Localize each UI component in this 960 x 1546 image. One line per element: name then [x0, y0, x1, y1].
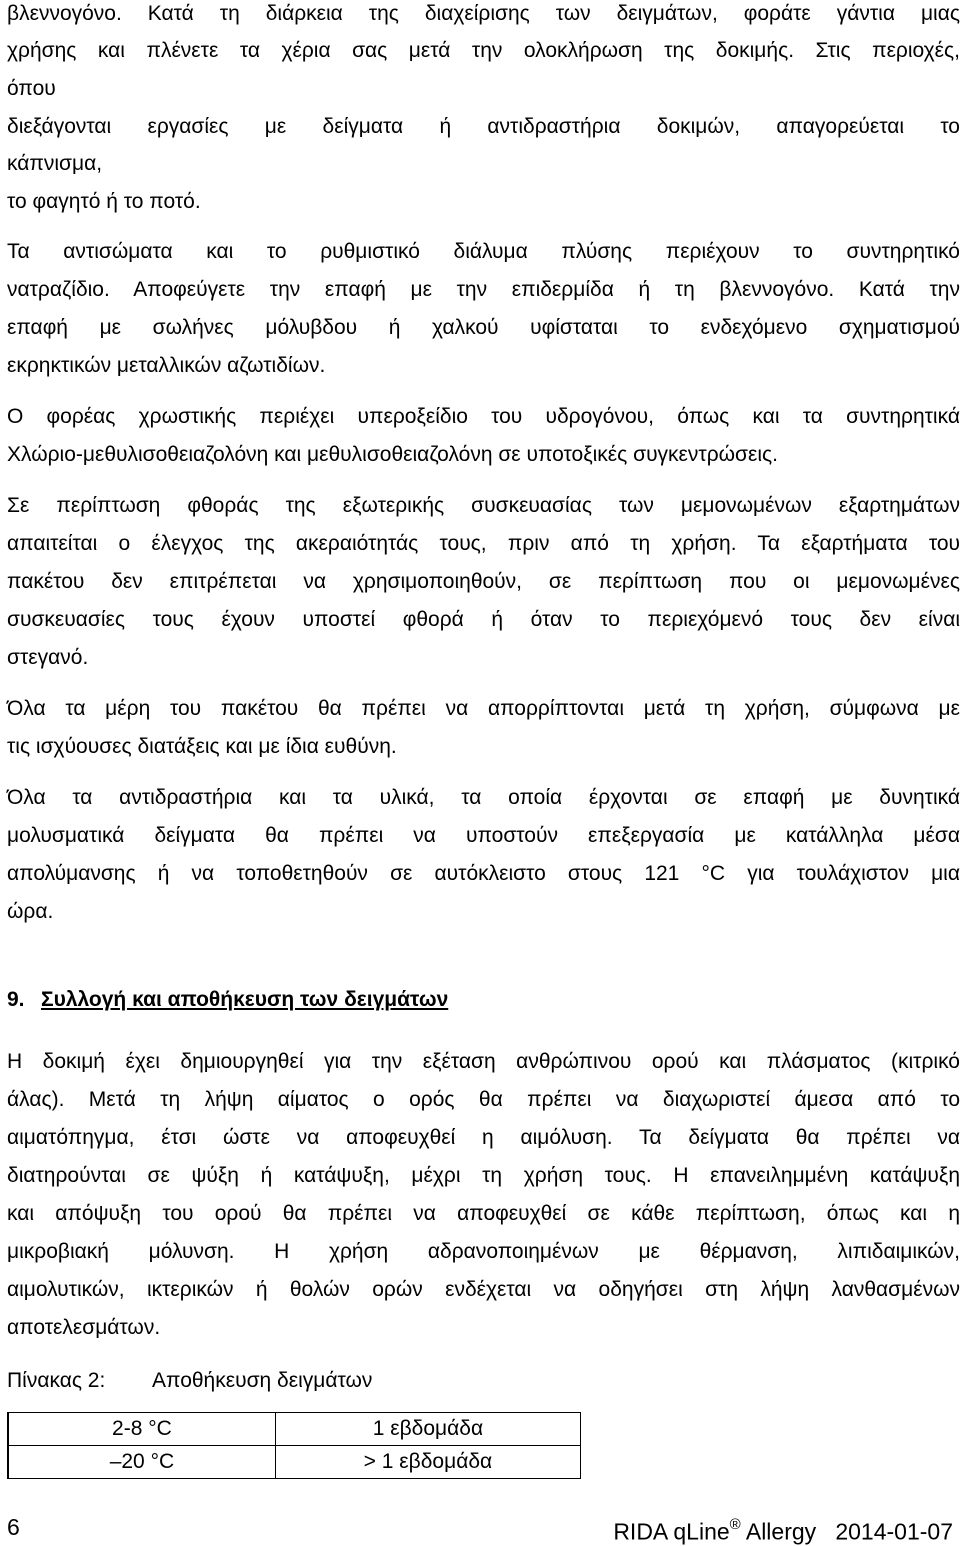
section-number: 9.	[7, 988, 25, 1011]
text-line: Ο φορέας χρωστικής περιέχει υπεροξείδιο του υδρογόνου, όπως και τα συντηρητικά	[7, 405, 960, 428]
text-line: απαιτείται ο έλεγχος της ακεραιότητάς τους, πριν από τη χρήση. Τα εξαρτήματα του	[7, 532, 960, 555]
text-line: Χλώριο-μεθυλισοθειαζολόνη και μεθυλισοθειαζολόνη σε υποτοξικές συγκεντρώσεις.	[7, 443, 778, 466]
table-row	[8, 1413, 581, 1446]
section-title: Συλλογή και αποθήκευση των δειγμάτων	[41, 988, 449, 1011]
text-line: μικροβιακή μόλυνση. Η χρήση αδρανοποιημένων με θέρμανση, λιπιδαιμικών,	[7, 1240, 960, 1263]
table-cell-temperature: 2-8 °C	[9, 1413, 276, 1446]
text-line: Τα αντισώματα και το ρυθμιστικό διάλυμα πλύσης περιέχουν το συντηρητικό	[7, 240, 960, 263]
text-line: Όλα τα μέρη του πακέτου θα πρέπει να απορρίπτονται μετά τη χρήση, σύμφωνα με	[7, 697, 960, 720]
table-caption-label: Πίνακας 2:	[7, 1369, 106, 1392]
text-line: Η δοκιμή έχει δημιουργηθεί για την εξέταση ανθρώπινου ορού και πλάσματος (κιτρικό	[7, 1050, 960, 1073]
table-cell-duration: 1 εβδομάδα	[275, 1413, 580, 1446]
table-caption	[7, 1367, 372, 1395]
text-line: αποτελεσμάτων.	[7, 1316, 161, 1339]
table-cell-temperature: –20 °C	[9, 1446, 276, 1479]
registered-mark: ®	[729, 1516, 741, 1533]
text-line: αιματόπηγμα, έτσι ώστε να αποφευχθεί η αιμόλυση. Τα δείγματα θα πρέπει να	[7, 1126, 960, 1149]
text-line: και απόψυξη του ορού θα πρέπει να αποφευχθεί σε κάθε περίπτωση, όπως και η	[7, 1202, 960, 1225]
text-line: το φαγητό ή το ποτό.	[7, 190, 201, 213]
table-cell-duration: > 1 εβδομάδα	[275, 1446, 580, 1479]
text-line: μολυσματικά δείγματα θα πρέπει να υποστούν επεξεργασία με κατάλληλα μέσα	[7, 824, 960, 847]
section-heading	[7, 986, 448, 1014]
product-suffix: Allergy	[745, 1518, 817, 1545]
storage-table	[7, 1412, 581, 1479]
table-caption-title: Αποθήκευση δειγμάτων	[152, 1369, 373, 1392]
text-line: διεξάγονται εργασίες με δείγματα ή αντιδραστήρια δοκιμών, απαγορεύεται το	[7, 115, 960, 138]
text-line: τις ισχύουσες διατάξεις και με ίδια ευθύνη.	[7, 735, 397, 758]
product-name: RIDA qLine	[613, 1518, 730, 1545]
text-line: όπου	[7, 77, 56, 100]
document-date: 2014-01-07	[835, 1518, 953, 1545]
text-line: απολύμανσης ή να τοποθετηθούν σε αυτόκλειστο στους 121 °C για τουλάχιστον μια	[7, 862, 960, 885]
text-line: άλας). Μετά τη λήψη αίματος ο ορός θα πρέπει να διαχωριστεί άμεσα από το	[7, 1088, 960, 1111]
text-line: Σε περίπτωση φθοράς της εξωτερικής συσκευασίας των μεμονωμένων εξαρτημάτων	[7, 494, 960, 517]
text-line: ώρα.	[7, 900, 54, 923]
text-line: εκρηκτικών μεταλλικών αζωτιδίων.	[7, 354, 326, 377]
text-line: νατραζίδιο. Αποφεύγετε την επαφή με την επιδερμίδα ή τη βλεννογόνο. Κατά την	[7, 278, 960, 301]
text-line: βλεννογόνο. Κατά τη διάρκεια της διαχείρισης των δειγμάτων, φοράτε γάντια μιας	[7, 2, 960, 25]
text-line: κάπνισμα,	[7, 152, 103, 175]
table-row	[8, 1446, 581, 1479]
text-line: πακέτου δεν επιτρέπεται να χρησιμοποιηθούν, σε περίπτωση που οι μεμονωμένες	[7, 570, 960, 593]
page-number: 6	[7, 1514, 20, 1540]
text-line: χρήσης και πλένετε τα χέρια σας μετά την ολοκλήρωση της δοκιμής. Στις περιοχές,	[7, 39, 960, 62]
text-line: συσκευασίες τους έχουν υποστεί φθορά ή όταν το περιεχόμενό τους δεν είναι	[7, 608, 960, 631]
text-line: αιμολυτικών, ικτερικών ή θολών ορών ενδέχεται να οδηγήσει στη λήψη λανθασμένων	[7, 1278, 960, 1301]
text-line: Όλα τα αντιδραστήρια και τα υλικά, τα οποία έρχονται σε επαφή με δυνητικά	[7, 786, 960, 809]
footer-product-info	[613, 1513, 953, 1546]
text-line: στεγανό.	[7, 646, 89, 669]
text-line: επαφή με σωλήνες μόλυβδου ή χαλκού υφίσταται το ενδεχόμενο σχηματισμού	[7, 316, 960, 339]
text-line: διατηρούνται σε ψύξη ή κατάψυξη, μέχρι τη χρήση τους. Η επανειλημμένη κατάψυξη	[7, 1164, 960, 1187]
